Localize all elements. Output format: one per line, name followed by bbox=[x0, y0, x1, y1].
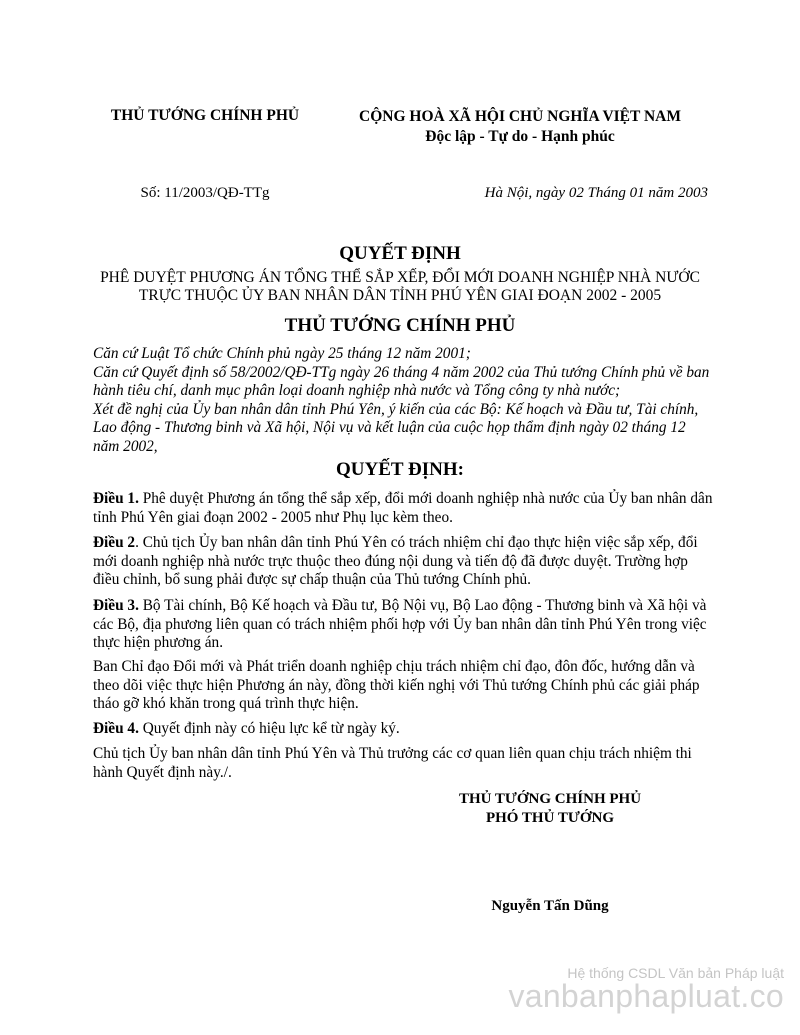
article-2 bbox=[93, 534, 718, 590]
article-label: Điều 4. bbox=[93, 720, 139, 737]
place-date: Hà Nội, ngày 02 Tháng 01 năm 2003 bbox=[484, 185, 708, 201]
nation-header bbox=[320, 107, 720, 147]
decision-heading: QUYẾT ĐỊNH: bbox=[336, 459, 464, 480]
article-label: Điều 2 bbox=[93, 534, 136, 551]
signature-block bbox=[400, 790, 700, 828]
document-number: Số: 11/2003/QĐ-TTg bbox=[140, 185, 270, 201]
subtitle-line-1: PHÊ DUYỆT PHƯƠNG ÁN TỔNG THỂ SẮP XẾP, ĐỔI MỚI DOANH NGHIỆP NHÀ NƯỚC bbox=[100, 269, 700, 286]
article-3-paragraph-2 bbox=[93, 658, 718, 714]
article-text: Phê duyệt Phương án tổng thể sắp xếp, đổi mới doanh nghiệp nhà nước của Ủy ban nhân dân tỉnh Phú Yên giai đoạn 2002 - 2005 như Phụ lục kèm theo. bbox=[93, 490, 713, 526]
article-1 bbox=[93, 490, 718, 527]
watermark-site: vanbanphapluat.co bbox=[508, 978, 784, 1014]
national-motto: Độc lập - Tự do - Hạnh phúc bbox=[425, 128, 615, 145]
signer-name: Nguyễn Tấn Dũng bbox=[491, 898, 609, 914]
signature-org: THỦ TƯỚNG CHÍNH PHỦ bbox=[458, 791, 642, 807]
preamble bbox=[93, 345, 713, 456]
nation-name: CỘNG HOÀ XÃ HỘI CHỦ NGHĨA VIỆT NAM bbox=[359, 108, 681, 125]
preamble-item: Căn cứ Luật Tổ chức Chính phủ ngày 25 tháng 12 năm 2001; bbox=[93, 345, 471, 362]
document-subtitle bbox=[60, 269, 740, 305]
article-text: Bộ Tài chính, Bộ Kế hoạch và Đầu tư, Bộ Nội vụ, Bộ Lao động - Thương binh và Xã hội và các Bộ, địa phương liên quan có trách nhiệm phối hợp với Ủy ban nhân dân tỉnh Phú Yên trong việc thực hiện phương án. bbox=[93, 597, 707, 651]
signature-position: PHÓ THỦ TƯỚNG bbox=[485, 810, 615, 826]
article-text: Quyết định này có hiệu lực kể từ ngày ký. bbox=[138, 720, 400, 737]
article-label: Điều 3. bbox=[93, 597, 139, 614]
preamble-item: Căn cứ Quyết định số 58/2002/QĐ-TTg ngày 26 tháng 4 năm 2002 của Thủ tướng Chính phủ về ban hành tiêu chí, danh mục phân loại doanh nghiệp nhà nước và Tổng công ty nhà nước; bbox=[93, 363, 710, 399]
watermark-caption: Hệ thống CSDL Văn bản Pháp luật bbox=[567, 965, 784, 981]
paragraph-text: Ban Chỉ đạo Đổi mới và Phát triển doanh nghiệp chịu trách nhiệm chỉ đạo, đôn đốc, hướng dẫn và theo dõi việc thực hiện Phương án này, đồng thời kiến nghị với Thủ tướng Chính phủ các giải pháp tháo gỡ khó khăn trong quá trình thực hiện. bbox=[93, 658, 700, 712]
authority-title: THỦ TƯỚNG CHÍNH PHỦ bbox=[284, 315, 516, 336]
document-type-title: QUYẾT ĐỊNH bbox=[339, 243, 461, 264]
issuer-header: THỦ TƯỚNG CHÍNH PHỦ bbox=[110, 107, 300, 124]
article-4 bbox=[93, 720, 718, 739]
article-label: Điều 1. bbox=[93, 490, 139, 507]
preamble-item: Xét đề nghị của Ủy ban nhân dân tỉnh Phú Yên, ý kiến của các Bộ: Kế hoạch và Đầu tư, Tài chính, Lao động - Thương binh và Xã hội, Nội vụ và kết luận của cuộc họp thẩm định ngày 02 tháng 12 năm 2002, bbox=[93, 400, 699, 455]
subtitle-line-2: TRỰC THUỘC ỦY BAN NHÂN DÂN TỈNH PHÚ YÊN GIAI ĐOẠN 2002 - 2005 bbox=[138, 287, 662, 304]
paragraph-text: Chủ tịch Ủy ban nhân dân tỉnh Phú Yên và Thủ trưởng các cơ quan liên quan chịu trách nhiệm thi hành Quyết định này./. bbox=[93, 745, 692, 781]
article-3 bbox=[93, 597, 718, 653]
article-4-paragraph-2 bbox=[93, 745, 718, 782]
article-text: . Chủ tịch Ủy ban nhân dân tỉnh Phú Yên có trách nhiệm chỉ đạo thực hiện việc sắp xếp, đổi mới doanh nghiệp nhà nước trực thuộc theo đúng nội dung và tiến độ đã được duyệt. Trường hợp điều chỉnh, bổ sung phải được sự chấp thuận của Thủ tướng Chính phủ. bbox=[93, 534, 698, 588]
